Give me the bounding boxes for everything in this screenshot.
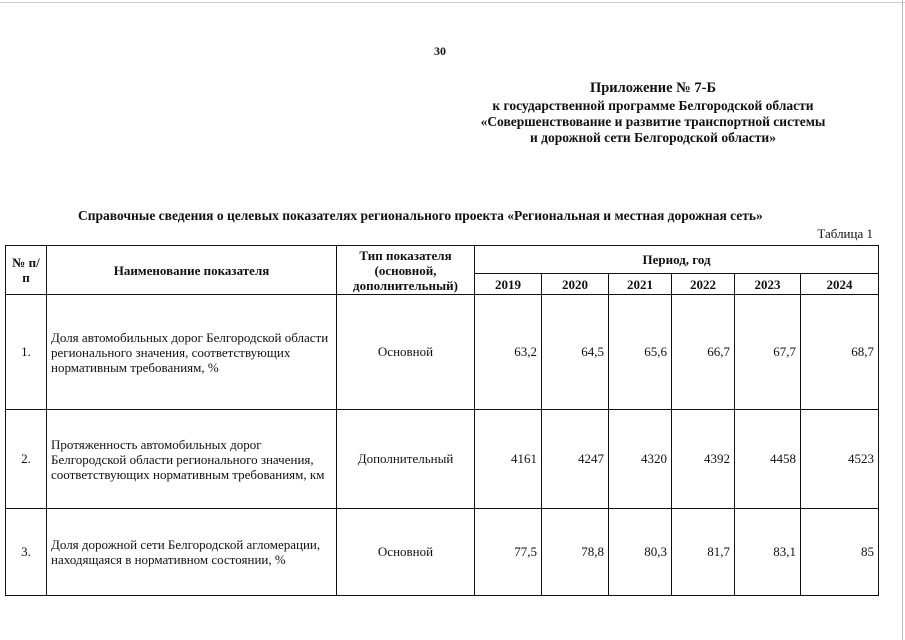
table-caption: Справочные сведения о целевых показателях регионального проекта «Региональная и местная дорожная сеть»: [78, 208, 763, 223]
value-cell: 65,6: [609, 295, 672, 410]
header-year: 2021: [609, 274, 672, 295]
table-row: [6, 509, 879, 596]
value-cell: 66,7: [672, 295, 735, 410]
header-type: Тип показателя (основной, дополнительный): [337, 246, 475, 295]
table-number: Таблица 1: [817, 226, 873, 241]
appendix-line: «Совершенствование и развитие транспортной системы: [480, 114, 826, 129]
header-year: 2024: [801, 274, 879, 295]
header-year: 2023: [735, 274, 801, 295]
indicator-type: Основной: [337, 295, 475, 410]
indicator-name: Протяженность автомобильных дорог Белгородской области регионального значения, соответствующих нормативным требованиям, км: [47, 410, 337, 509]
table-row: [6, 410, 879, 509]
scan-top-edge: [0, 2, 905, 3]
header-year: 2019: [475, 274, 542, 295]
page-number: 30: [434, 44, 446, 58]
indicator-name: Доля автомобильных дорог Белгородской области регионального значения, соответствующих нормативным требованиям, %: [47, 295, 337, 410]
header-period: Период, год: [475, 246, 879, 274]
value-cell: 81,7: [672, 509, 735, 596]
indicator-type: Дополнительный: [337, 410, 475, 509]
header-row: [6, 246, 879, 274]
appendix-title: Приложение № 7-Б: [589, 80, 717, 96]
indicators-table: [5, 245, 879, 596]
value-cell: 4247: [542, 410, 609, 509]
value-cell: 77,5: [475, 509, 542, 596]
header-year: 2022: [672, 274, 735, 295]
value-cell: 80,3: [609, 509, 672, 596]
appendix-line: к государственной программе Белгородской области: [492, 98, 814, 113]
row-number: 1.: [6, 295, 47, 410]
scan-right-edge: [902, 0, 903, 640]
appendix-header: [443, 80, 863, 146]
value-cell: 64,5: [542, 295, 609, 410]
value-cell: 67,7: [735, 295, 801, 410]
header-num: № п/п: [6, 246, 47, 295]
row-number: 2.: [6, 410, 47, 509]
header-year: 2020: [542, 274, 609, 295]
indicator-name: Доля дорожной сети Белгородской агломерации, находящаяся в нормативном состоянии, %: [47, 509, 337, 596]
value-cell: 4458: [735, 410, 801, 509]
value-cell: 4320: [609, 410, 672, 509]
value-cell: 85: [801, 509, 879, 596]
row-number: 3.: [6, 509, 47, 596]
value-cell: 4161: [475, 410, 542, 509]
table-row: [6, 295, 879, 410]
value-cell: 78,8: [542, 509, 609, 596]
value-cell: 83,1: [735, 509, 801, 596]
appendix-line: и дорожной сети Белгородской области»: [530, 130, 776, 145]
value-cell: 4392: [672, 410, 735, 509]
value-cell: 68,7: [801, 295, 879, 410]
header-name: Наименование показателя: [47, 246, 337, 295]
value-cell: 63,2: [475, 295, 542, 410]
indicator-type: Основной: [337, 509, 475, 596]
value-cell: 4523: [801, 410, 879, 509]
